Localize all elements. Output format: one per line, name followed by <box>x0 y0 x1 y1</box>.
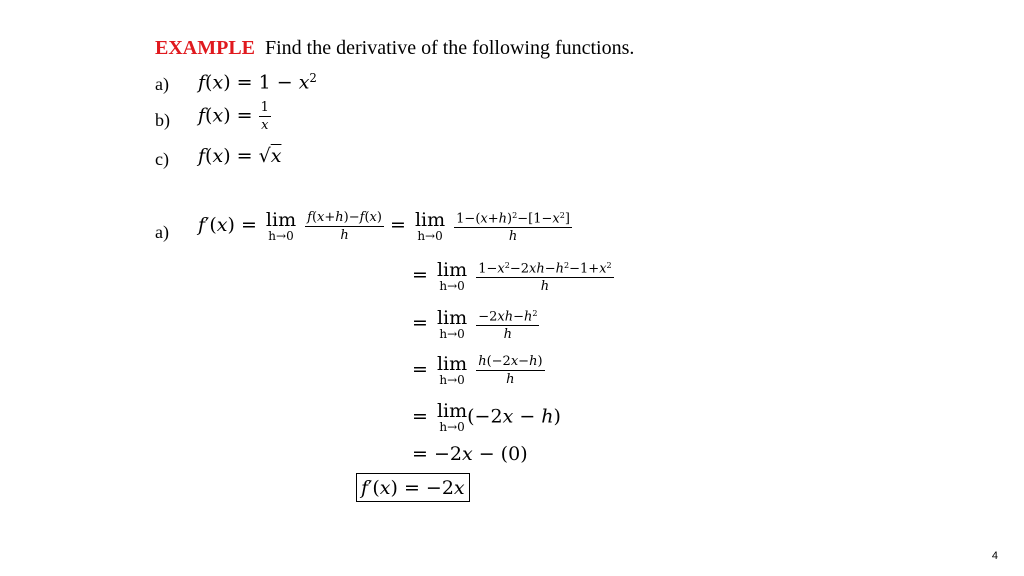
limit-operator: lim h→0 <box>265 208 297 243</box>
solution-a-label: a) <box>155 222 169 242</box>
problem-c-label: c) <box>155 149 169 169</box>
problem-b-function: f(x) = $\frac{1}{x}$ <box>198 100 269 133</box>
page-number: 4 <box>991 550 998 562</box>
evaluate-step: = −2x − (0) <box>412 443 528 465</box>
final-answer-box: f′(x) = −2x <box>356 477 470 499</box>
problem-a-function: $f(x) = 1 - x^2$ <box>198 71 317 94</box>
problem-a-label: a) <box>155 74 169 94</box>
factor-step: = lim h→0 $\frac{h(-2x-h)}{h}$ <box>412 353 543 387</box>
cancel-step: = lim h→0 (−2x − h) <box>412 400 561 434</box>
derivative-definition-step: f′(x) = lim h→0 $\frac{f(x+h)-f(x)}{h}$ = lim h→0 $\frac{1-(x+h)^2-[1-x^2]}{h}$ <box>198 208 570 245</box>
problem-b-label: b) <box>155 110 170 130</box>
example-heading <box>155 37 634 60</box>
example-instruction: Find the derivative of the following functions. <box>265 37 635 59</box>
expand-step: = lim h→0 $\frac{1-x^2-2xh-h^2-1+x^2}{h}$ <box>412 258 612 295</box>
simplify-step: = lim h→0 $\frac{-2xh-h^2}{h}$ <box>412 306 538 343</box>
example-keyword: EXAMPLE <box>155 37 255 59</box>
problem-c-function: f(x) = √x <box>198 145 282 167</box>
